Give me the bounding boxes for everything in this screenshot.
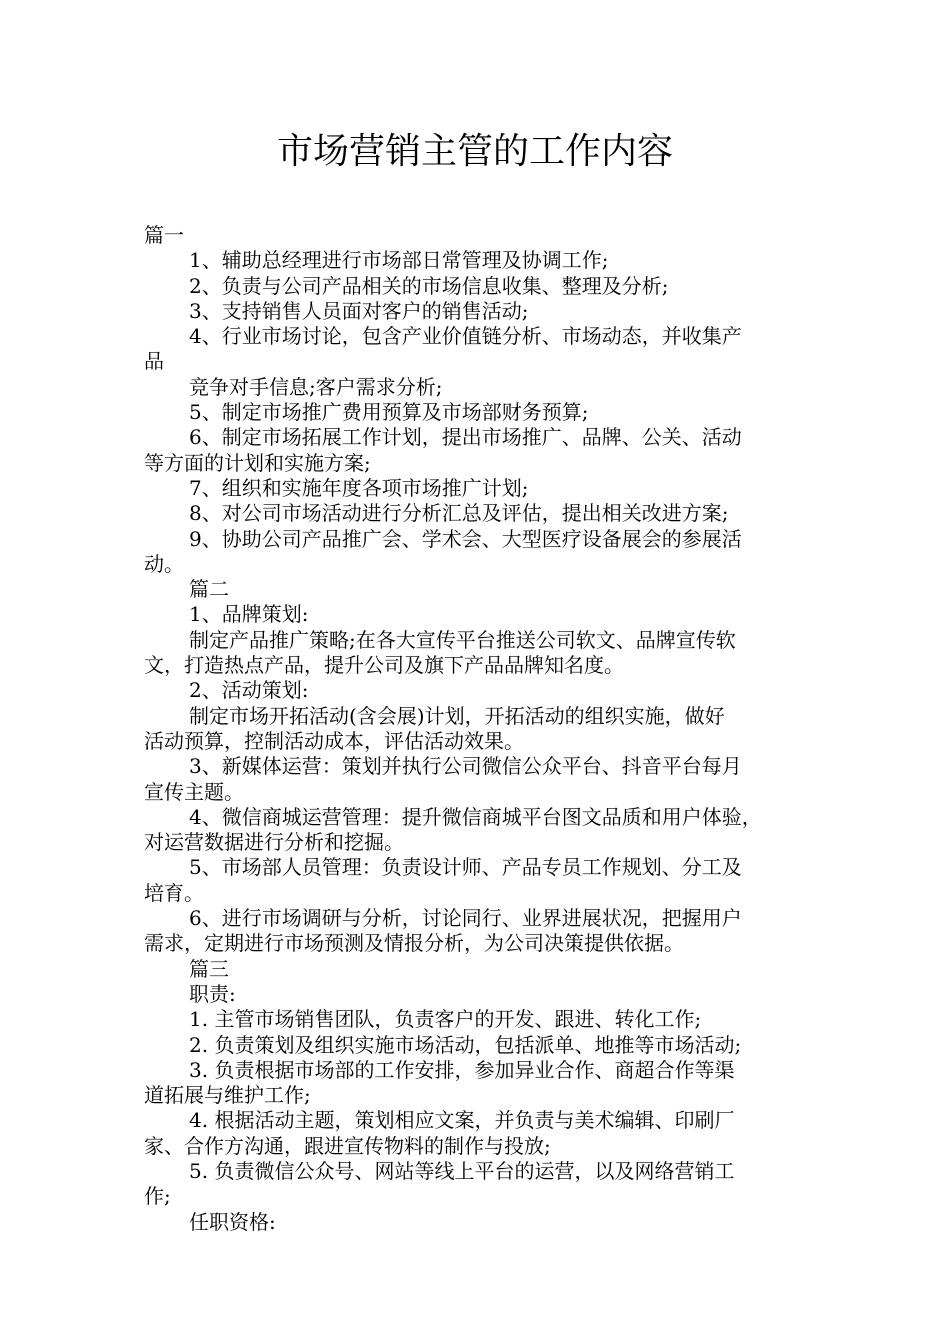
document-line: 5. 负责微信公众号、网站等线上平台的运营，以及网络营销工: [189, 1158, 735, 1183]
document-line: 制定市场开拓活动(含会展)计划，开拓活动的组织实施，做好: [189, 703, 725, 728]
document-line: 2、活动策划:: [189, 678, 309, 703]
document-line: 竞争对手信息;客户需求分析;: [189, 374, 443, 399]
document-line: 篇二: [189, 577, 229, 602]
document-line: 作;: [144, 1184, 171, 1209]
document-line: 宣传主题。: [144, 779, 244, 804]
document-line: 7、组织和实施年度各项市场推广计划;: [189, 475, 529, 500]
document-line: 3. 负责根据市场部的工作安排，参加异业合作、商超合作等渠: [189, 1057, 735, 1082]
document-line: 2. 负责策划及组织实施市场活动，包括派单、地推等市场活动;: [189, 1032, 742, 1057]
document-line: 3、新媒体运营：策划并执行公司微信公众平台、抖音平台每月: [189, 754, 742, 779]
document-line: 1、品牌策划:: [189, 602, 309, 627]
document-line: 8、对公司市场活动进行分析汇总及评估，提出相关改进方案;: [189, 501, 729, 526]
document-line: 2、负责与公司产品相关的市场信息收集、整理及分析;: [189, 273, 669, 298]
document-line: 品: [144, 349, 164, 374]
document-line: 6、制定市场拓展工作计划，提出市场推广、品牌、公关、活动: [189, 425, 742, 450]
document-line: 1、辅助总经理进行市场部日常管理及协调工作;: [189, 248, 609, 273]
document-line: 篇三: [189, 956, 229, 981]
document-line: 制定产品推广策略;在各大宣传平台推送公司软文、品牌宣传软: [189, 627, 736, 652]
document-title: 市场营销主管的工作内容: [276, 131, 673, 172]
document-line: 培育。: [144, 880, 204, 905]
document-line: 1. 主管市场销售团队，负责客户的开发、跟进、转化工作;: [189, 1007, 702, 1032]
document-line: 等方面的计划和实施方案;: [144, 450, 371, 475]
document-line: 需求，定期进行市场预测及情报分析，为公司决策提供依据。: [144, 931, 684, 956]
document-line: 4、行业市场讨论，包含产业价值链分析、市场动态，并收集产: [189, 324, 742, 349]
document-line: 任职资格:: [189, 1209, 276, 1234]
document-line: 5、制定市场推广费用预算及市场部财务预算;: [189, 400, 589, 425]
document-line: 道拓展与维护工作;: [144, 1083, 311, 1108]
document-line: 4. 根据活动主题，策划相应文案，并负责与美术编辑、印刷厂: [189, 1108, 735, 1133]
document-line: 6、进行市场调研与分析，讨论同行、业界进展状况，把握用户: [189, 906, 742, 931]
document-line: 5、市场部人员管理：负责设计师、产品专员工作规划、分工及: [189, 855, 742, 880]
document-body: [144, 223, 828, 1235]
document-line: 篇一: [144, 223, 184, 247]
document-line: 3、支持销售人员面对客户的销售活动;: [189, 298, 529, 323]
document-line: 家、合作方沟通，跟进宣传物料的制作与投放;: [144, 1133, 551, 1158]
document-line: 文，打造热点产品，提升公司及旗下产品品牌知名度。: [144, 653, 624, 678]
document-line: 活动预算，控制活动成本，评估活动效果。: [144, 728, 524, 753]
document-line: 对运营数据进行分析和挖掘。: [144, 830, 404, 855]
document-line: 4、微信商城运营管理：提升微信商城平台图文品质和用户体验，: [189, 804, 762, 829]
document-line: 职责:: [189, 981, 236, 1006]
document-line: 9、协助公司产品推广会、学术会、大型医疗设备展会的参展活: [189, 526, 742, 551]
document-line: 动。: [144, 551, 184, 576]
